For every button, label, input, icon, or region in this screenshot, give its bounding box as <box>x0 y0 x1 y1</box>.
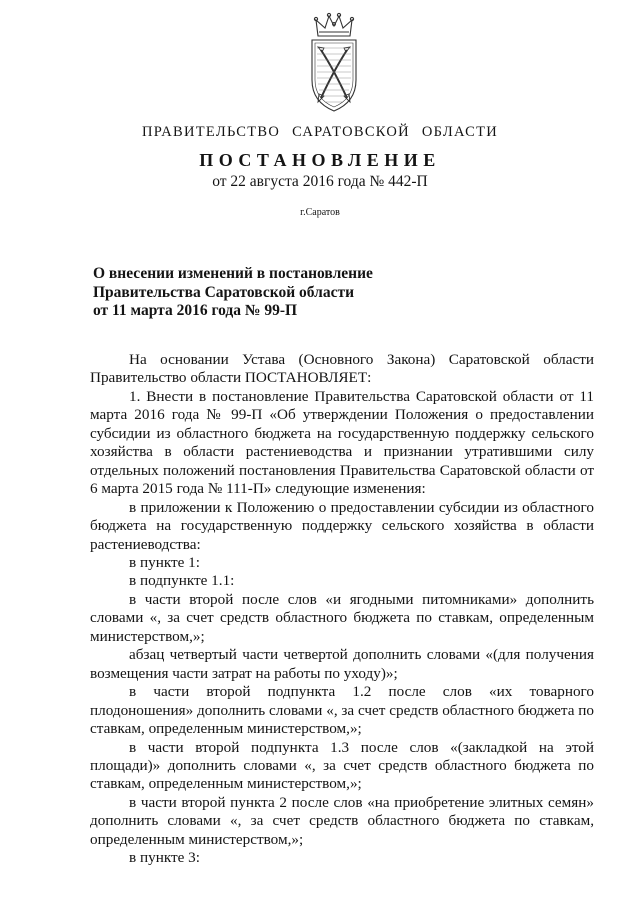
document-body <box>90 351 594 868</box>
document-city: г.Саратов <box>300 207 340 218</box>
document-type: ПОСТАНОВЛЕНИЕ <box>199 150 441 170</box>
subject-line: Правительства Саратовской области <box>93 283 354 301</box>
body-paragraph: в части второй после слов «и ягодными питомниками» дополнить словами «, за счет средств областного бюджета по ставкам, определенным министерством,»; <box>90 590 594 645</box>
body-paragraph: 1. Внести в постановление Правительства Саратовской области от 11 марта 2016 года № 99-П «Об утверждении Положения о предоставлении субсидии из областного бюджета на государственную поддержку сельского хозяйства в области растениеводства и признании утратившими силу отдельных положений постановления Правительства Саратовской области от 6 марта 2015 года № 111-П» следующие изменения: <box>90 387 594 498</box>
body-paragraph: в подпункте 1.1: <box>129 572 235 590</box>
subject-line: О внесении изменений в постановление <box>93 265 373 282</box>
body-paragraph: в пункте 3: <box>129 849 200 867</box>
body-paragraph: в пункте 1: <box>129 553 200 571</box>
body-paragraph: в части второй подпункта 1.3 после слов «(закладкой на этой площади)» дополнить словами «, за счет средств областного бюджета по ставкам, определенным министерством,»; <box>90 738 594 793</box>
body-paragraph: абзац четвертый части четвертой дополнить словами «(для получения возмещения части затрат на работы по уходу)»; <box>90 646 594 682</box>
document-subject <box>93 265 413 321</box>
document-date-number: от 22 августа 2016 года № 442-П <box>212 173 428 190</box>
body-paragraph: На основании Устава (Основного Закона) Саратовской области Правительство области ПОСТАНОВЛЯЕТ: <box>90 351 594 387</box>
subject-line: от 11 марта 2016 года № 99-П <box>93 302 298 319</box>
body-paragraph: в части второй подпункта 1.2 после слов «их товарного плодоношения» дополнить словами «, за счет средств областного бюджета по ставкам, определенным министерством,»; <box>90 683 594 738</box>
body-paragraph: в части второй пункта 2 после слов «на приобретение элитных семян» дополнить словами «, за счет средств областного бюджета по ставкам, определенным министерством,»; <box>90 793 594 848</box>
saratov-oblast-coat-of-arms-icon <box>296 10 372 116</box>
government-name: ПРАВИТЕЛЬСТВО САРАТОВСКОЙ ОБЛАСТИ <box>141 124 499 140</box>
body-paragraph: в приложении к Положению о предоставлении субсидии из областного бюджета на государственную поддержку сельского хозяйства в области растениеводства: <box>90 498 594 553</box>
